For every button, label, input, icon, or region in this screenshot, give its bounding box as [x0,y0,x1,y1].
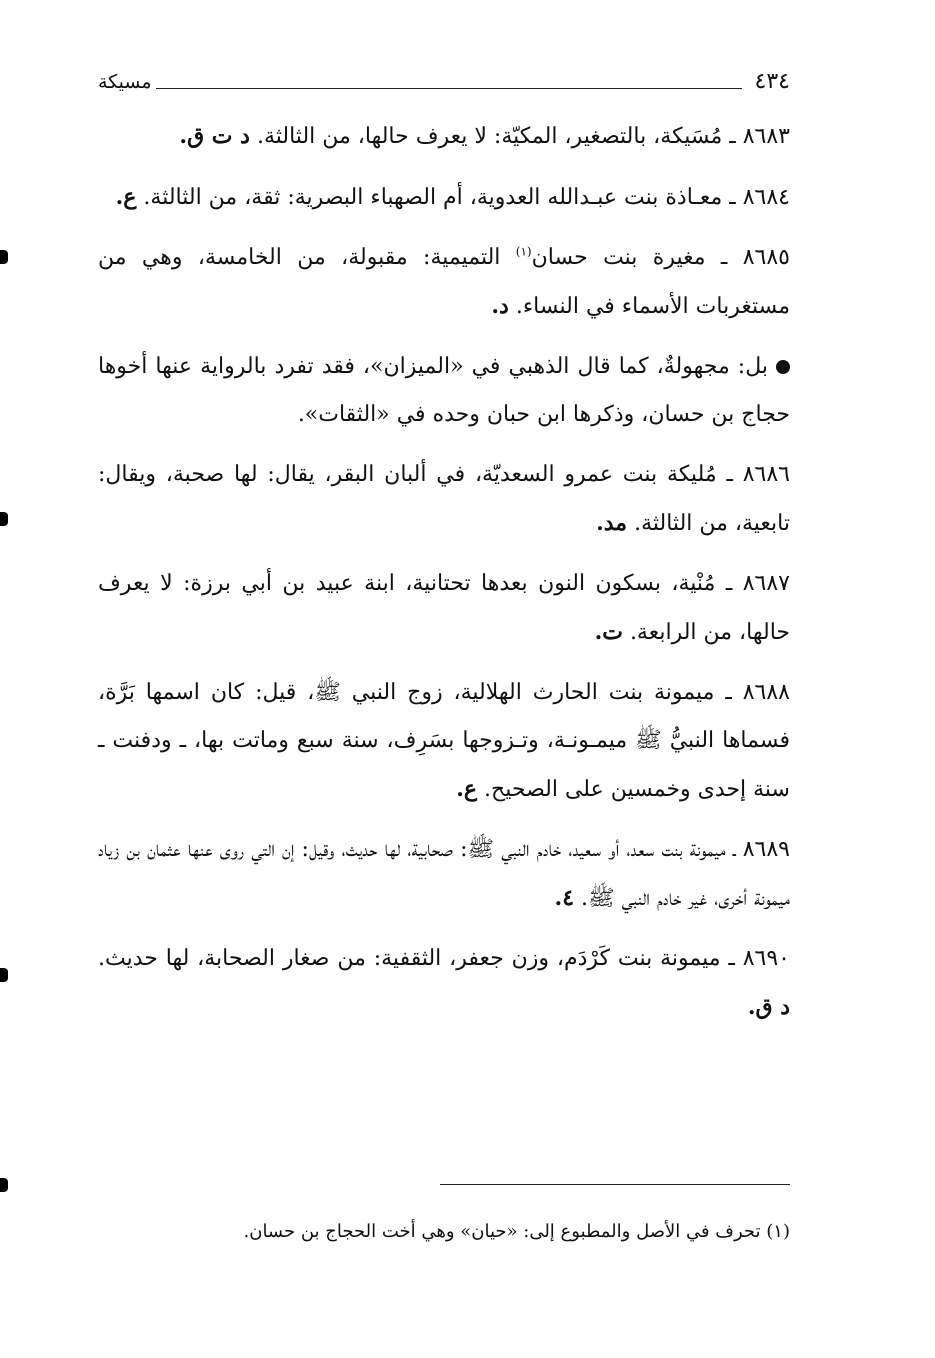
scan-edge-mark [0,968,8,982]
entry-text: مُنْية، بسكون النون بعدها تحتانية، ابنة عبيد بن أبي برزة: لا يعرف حالها، من الرابعة. [98,571,790,645]
entry-8690 [98,935,790,1032]
scan-edge-mark [0,512,8,526]
entry-number: ٨٦٨٣ ـ [729,124,790,149]
entry-codes: مد. [596,510,628,536]
entry-8684 [98,173,790,222]
editor-comment [98,343,790,439]
entry-8687 [98,560,790,657]
footnote-reference[interactable]: (١) [515,244,532,259]
entry-codes: د. [491,293,509,319]
entry-number: ٨٦٨٤ ـ [729,185,790,210]
entry-codes: ت. [594,619,623,645]
bullet-icon [776,360,790,374]
entry-text-continued: التميمية: مقبولة، من الخامسة، وهي من مستغربات الأسماء في النساء. [98,245,790,319]
comment-text: بل: مجهولةٌ، كما قال الذهبي في «الميزان»، فقد تفرد بالرواية عنها أخوها حجاج بن حسان، وذكرها ابن حبان وحده في «الثقات». [98,354,790,427]
scan-edge-mark [0,1178,8,1192]
running-header [98,68,790,98]
entry-codes: ع. [456,776,478,802]
footnote [98,1218,790,1246]
entry-text: ميمونة بنت سعد، أو سعيد، خادم النبي ﷺ: صحابية، لها حديث، وقيل: إن التي روى عنها عثمان بن زياد ميمونة أخرى، غير خادم النبي ﷺ. [98,837,790,911]
entry-number: ٨٦٨٦ ـ [726,462,790,487]
entry-text: ميمونة بنت الحارث الهلالية، زوج النبي ﷺ، قيل: كان اسمها بَرَّة، فسماها النبيُّ ﷺ ميمـونـة، وتـزوجها بسَرِف، سنة سبع وماتت بها، ـ ودفنت ـ سنة إحدى وخمسين على الصحيح. [98,680,790,802]
entry-8689 [98,826,790,923]
entry-text: معـاذة بنت عبـدالله العدوية، أم الصهباء البصرية: ثقة، من الثالثة. [143,185,723,210]
body-text [98,112,790,1044]
entry-text: مُليكة بنت عمرو السعديّة، في ألبان البقر، يقال: لها صحبة، ويقال: تابعية، من الثالثة. [98,462,790,536]
page-number: ٤٣٤ [754,69,790,94]
entry-codes: د ت ق. [179,123,250,149]
entry-number: ٨٦٨٩ ـ [732,837,790,862]
entry-8685 [98,234,790,331]
entry-codes: د ق. [747,994,790,1020]
entry-codes: ع. [115,184,137,210]
footnote-marker: (١) [766,1221,790,1242]
entry-number: ٨٦٩٠ ـ [728,946,790,971]
header-rule [156,88,742,89]
entry-8688 [98,669,790,814]
entry-number: ٨٦٨٨ ـ [725,680,790,705]
footnote-rule [440,1184,790,1185]
entry-text: ميمونة بنت كَرْدَم، وزن جعفر، الثقفية: من صغار الصحابة، لها حديث. [98,946,721,971]
entry-text: مُسَيكة، بالتصغير، المكيّة: لا يعرف حالها، من الثالثة. [256,124,723,149]
running-title: مسيكة [98,71,152,93]
entry-number: ٨٦٨٧ ـ [725,571,790,596]
entry-8683 [98,112,790,161]
footnote-text: تحرف في الأصل والمطبوع إلى: «حيان» وهي أخت الحجاج بن حسان. [243,1221,761,1242]
entry-8686 [98,451,790,548]
entry-number: ٨٦٨٥ ـ [720,245,790,270]
scan-edge-mark [0,250,8,264]
entry-codes: ٤. [554,885,575,911]
entry-text: مغيرة بنت حسان [531,245,706,270]
